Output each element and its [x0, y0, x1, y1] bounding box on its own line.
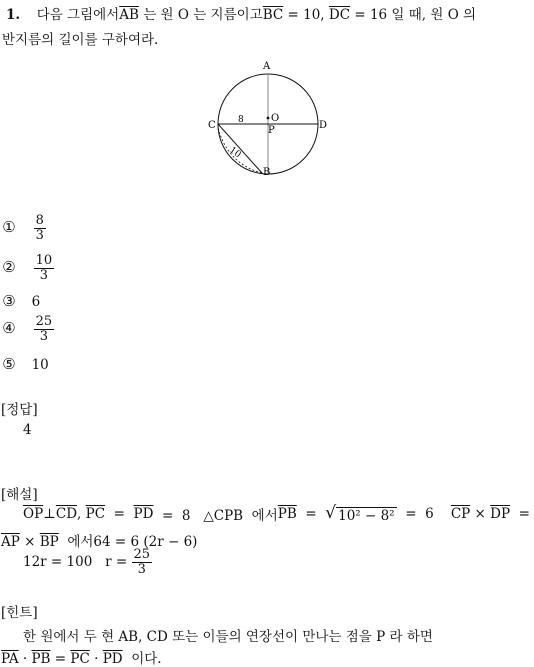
- hint-line-2: [1, 647, 162, 667]
- solution-line-3: [23, 548, 152, 576]
- label-c: C: [208, 120, 216, 131]
- label-a: A: [263, 61, 271, 72]
- solution-r-eq: 12r = 100 r =: [23, 554, 132, 571]
- comma: ,: [77, 506, 86, 522]
- choice-marker: ②: [2, 257, 16, 276]
- choice-fraction: $\frac{25}{3}$: [35, 314, 53, 344]
- question-text-pre: 다음 그림에서: [36, 7, 120, 23]
- label-o: O: [271, 113, 280, 124]
- choice-marker: ⑤: [2, 355, 16, 373]
- solution-eq: 에서64 = 6 (2r − 6): [58, 534, 198, 550]
- seg-bp: $\overline{BP}$: [39, 534, 59, 550]
- label-d: D: [319, 120, 328, 131]
- choice-value: 10: [31, 357, 49, 373]
- sqrt-expr: √ 10² − 8²: [325, 502, 395, 524]
- segment-dc: $\overline{DC}$: [328, 7, 351, 23]
- circle-figure: [0, 50, 534, 243]
- hint-end: 이다.: [122, 651, 162, 667]
- question-eq-2: = 16 일 때, 원 O 의: [350, 7, 477, 23]
- seg-cp: $\overline{CP}$: [450, 506, 471, 522]
- times-2: ×: [19, 534, 40, 550]
- seg-pc-hint: $\overline{PC}$: [70, 651, 90, 667]
- segment-bc: $\overline{BC}$: [262, 7, 284, 23]
- times-1: ×: [470, 506, 491, 522]
- dot-2: ·: [89, 651, 103, 667]
- seg-pd-hint: $\overline{PD}$: [102, 651, 123, 667]
- seg-pb: $\overline{PB}$: [277, 506, 297, 522]
- choice-5[interactable]: [1, 355, 49, 373]
- choice-1[interactable]: [1, 214, 46, 242]
- seg-cd: $\overline{CD}$: [55, 506, 78, 522]
- seg-ap: $\overline{AP}$: [1, 534, 20, 550]
- eq-6: = 6: [396, 506, 451, 522]
- label-10: 10: [227, 145, 243, 161]
- label-b: B: [263, 167, 271, 178]
- eq-2: =: [296, 506, 326, 522]
- choice-4[interactable]: [1, 315, 54, 343]
- eq-hint: =: [50, 651, 71, 667]
- center-dot: [267, 117, 270, 120]
- label-8: 8: [238, 115, 244, 125]
- choice-2[interactable]: [1, 254, 54, 282]
- question-number: 1.: [6, 7, 21, 23]
- choice-marker: ①: [2, 217, 16, 236]
- solution-label: [해설]: [1, 487, 38, 503]
- choice-marker: ③: [2, 292, 16, 310]
- seg-pb-hint: $\overline{PB}$: [31, 651, 51, 667]
- solution-r-fraction: $\frac{25}{3}$: [133, 547, 151, 577]
- label-p: P: [268, 125, 275, 136]
- choice-fraction: $\frac{8}{3}$: [35, 213, 44, 243]
- seg-op: $\overline{OP}$: [23, 506, 44, 522]
- seg-dp: $\overline{DP}$: [490, 506, 511, 522]
- answer-label: [정답]: [1, 402, 38, 418]
- solution-line-2: [1, 530, 197, 550]
- eq-8: = 8 △CPB 에서: [153, 508, 278, 524]
- seg-pc: $\overline{PC}$: [85, 506, 106, 522]
- solution-line-1: [23, 504, 533, 524]
- seg-pd: $\overline{PD}$: [133, 506, 154, 522]
- hint-label: [힌트]: [1, 605, 38, 621]
- answer-value: 4: [23, 422, 32, 438]
- question-eq-1: = 10,: [283, 7, 329, 23]
- choice-fraction: $\frac{10}{3}$: [35, 253, 53, 283]
- question-line-2: 반지름의 길이를 구하여라.: [2, 32, 159, 48]
- seg-pa: $\overline{PA}$: [1, 651, 19, 667]
- choice-value: 6: [31, 294, 41, 310]
- eq-end: =: [510, 506, 530, 522]
- eq: =: [105, 506, 134, 522]
- perp-sign: ⊥: [43, 506, 56, 522]
- question-text-mid: 는 원 O 는 지름이고: [138, 7, 263, 23]
- choice-marker: ④: [2, 318, 16, 337]
- question-line-1: [6, 3, 476, 23]
- segment-ab: $\overline{AB}$: [119, 7, 139, 23]
- hint-line-1: 한 원에서 두 현 AB, CD 또는 이들의 연장선이 만나는 점을 P 라 하면: [23, 629, 433, 645]
- choice-3[interactable]: [1, 292, 40, 310]
- dot-1: ·: [18, 651, 32, 667]
